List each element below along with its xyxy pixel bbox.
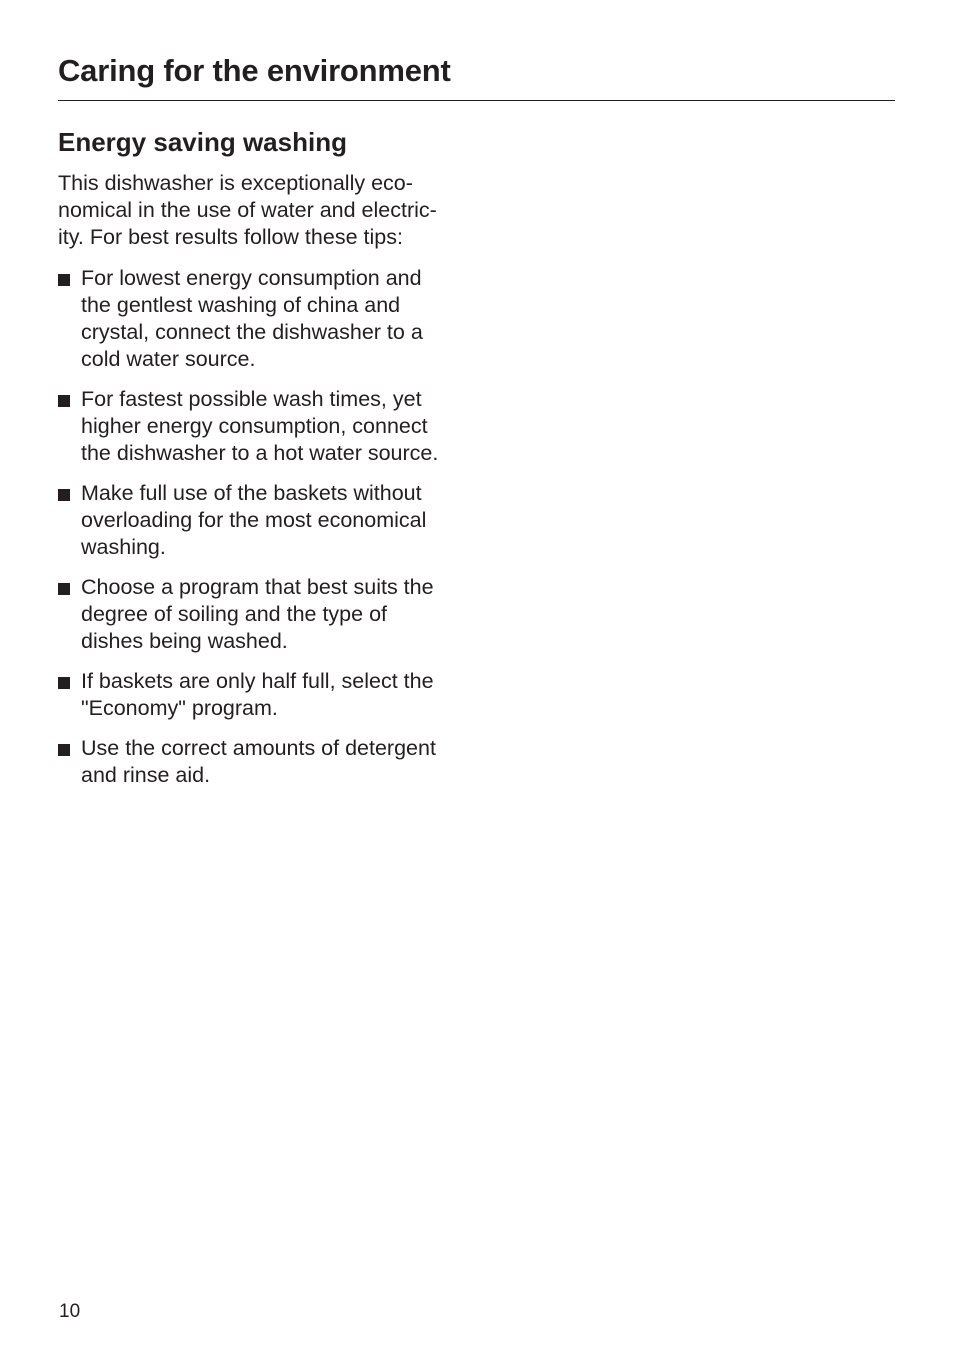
intro-paragraph bbox=[58, 170, 478, 251]
tip-line: "Economy" program. bbox=[81, 696, 278, 720]
page-title: Caring for the environment bbox=[58, 53, 451, 88]
tip-line: Choose a program that best suits the bbox=[81, 575, 434, 599]
square-bullet-icon bbox=[58, 395, 70, 407]
tip-item bbox=[58, 735, 478, 789]
square-bullet-icon bbox=[58, 583, 70, 595]
tip-line: cold water source. bbox=[81, 347, 256, 371]
tip-line: and rinse aid. bbox=[81, 763, 211, 787]
intro-line: nomical in the use of water and electric- bbox=[58, 198, 437, 222]
tip-line: degree of soiling and the type of bbox=[81, 602, 387, 626]
tip-line: For fastest possible wash times, yet bbox=[81, 387, 422, 411]
intro-line: This dishwasher is exceptionally eco- bbox=[58, 171, 413, 195]
tip-item bbox=[58, 265, 478, 373]
tip-line: crystal, connect the dishwasher to a bbox=[81, 320, 423, 344]
tip-item bbox=[58, 668, 478, 722]
tip-item bbox=[58, 480, 478, 561]
tip-item bbox=[58, 574, 478, 655]
tips-list bbox=[58, 265, 478, 789]
tip-line: Use the correct amounts of detergent bbox=[81, 736, 436, 760]
tip-line: overloading for the most economical bbox=[81, 508, 427, 532]
square-bullet-icon bbox=[58, 744, 70, 756]
square-bullet-icon bbox=[58, 677, 70, 689]
intro-line: ity. For best results follow these tips: bbox=[58, 225, 403, 249]
tip-line: For lowest energy consumption and bbox=[81, 266, 422, 290]
tip-line: higher energy consumption, connect bbox=[81, 414, 428, 438]
square-bullet-icon bbox=[58, 274, 70, 286]
tip-line: dishes being washed. bbox=[81, 629, 288, 653]
tip-line: the gentlest washing of china and bbox=[81, 293, 401, 317]
tip-line: If baskets are only half full, select the bbox=[81, 669, 434, 693]
section-content bbox=[58, 170, 478, 802]
square-bullet-icon bbox=[58, 489, 70, 501]
tip-line: Make full use of the baskets without bbox=[81, 481, 422, 505]
page-number: 10 bbox=[59, 1301, 81, 1322]
tip-item bbox=[58, 386, 478, 467]
title-divider bbox=[58, 100, 895, 101]
section-heading: Energy saving washing bbox=[58, 127, 347, 157]
tip-line: the dishwasher to a hot water source. bbox=[81, 441, 439, 465]
tip-line: washing. bbox=[81, 535, 166, 559]
